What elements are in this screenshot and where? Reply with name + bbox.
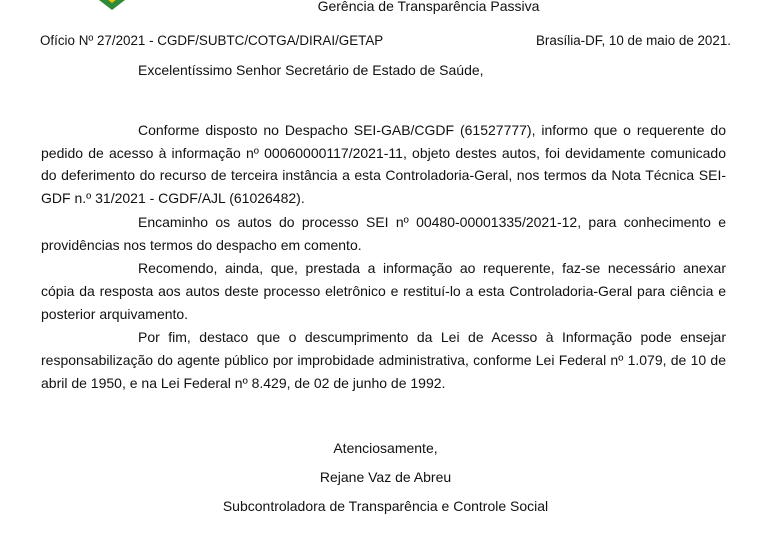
signer-name: Rejane Vaz de Abreu (319, 469, 452, 485)
paragraph: Por fim, destaco que o descumprimento da Lei de Acesso à Informação pode ensejar responsabilização do agente público por improbidade administrativa, conforme Lei Federal nº 1.079, de 10 de abril de 1950, e na Lei Federal nº 8.429, de 02 de junho de 1992. (41, 329, 726, 391)
office-number: Ofício Nº 27/2021 - CGDF/SUBTC/COTGA/DIRAI/GETAP (40, 33, 384, 48)
department-name: Gerência de Transparência Passiva (317, 0, 540, 14)
place-date: Brasília-DF, 10 de maio de 2021. (535, 33, 731, 48)
reference-line (40, 33, 731, 48)
salutation: Excelentíssimo Senhor Secretário de Estado de Saúde, (138, 62, 484, 78)
signer-role: Subcontroladora de Transparência e Controle Social (222, 498, 549, 514)
paragraph: Encaminho os autos do processo SEI nº 00480-00001335/2021-12, para conhecimento e providências nos termos do despacho em comento. (41, 213, 726, 253)
paragraph: Recomendo, ainda, que, prestada a informação ao requerente, faz-se necessário anexar cópia da resposta aos autos deste processo eletrônico e restituí-lo a esta Controladoria-Geral para ciência e posterior arquivamento. (41, 260, 726, 322)
paragraph: Conforme disposto no Despacho SEI-GAB/CGDF (61527777), informo que o requerente do pedido de acesso à informação nº 00060000117/2021-11, objeto destes autos, foi devidamente comunicado do deferimento do recurso de terceira instância a esta Controladoria-Geral, nos termos da Nota Técnica SEI-GDF n.º 31/2021 - CGDF/AJL (61026482). (41, 122, 726, 207)
letter-body (41, 119, 726, 395)
valediction: Atenciosamente, (333, 440, 438, 456)
